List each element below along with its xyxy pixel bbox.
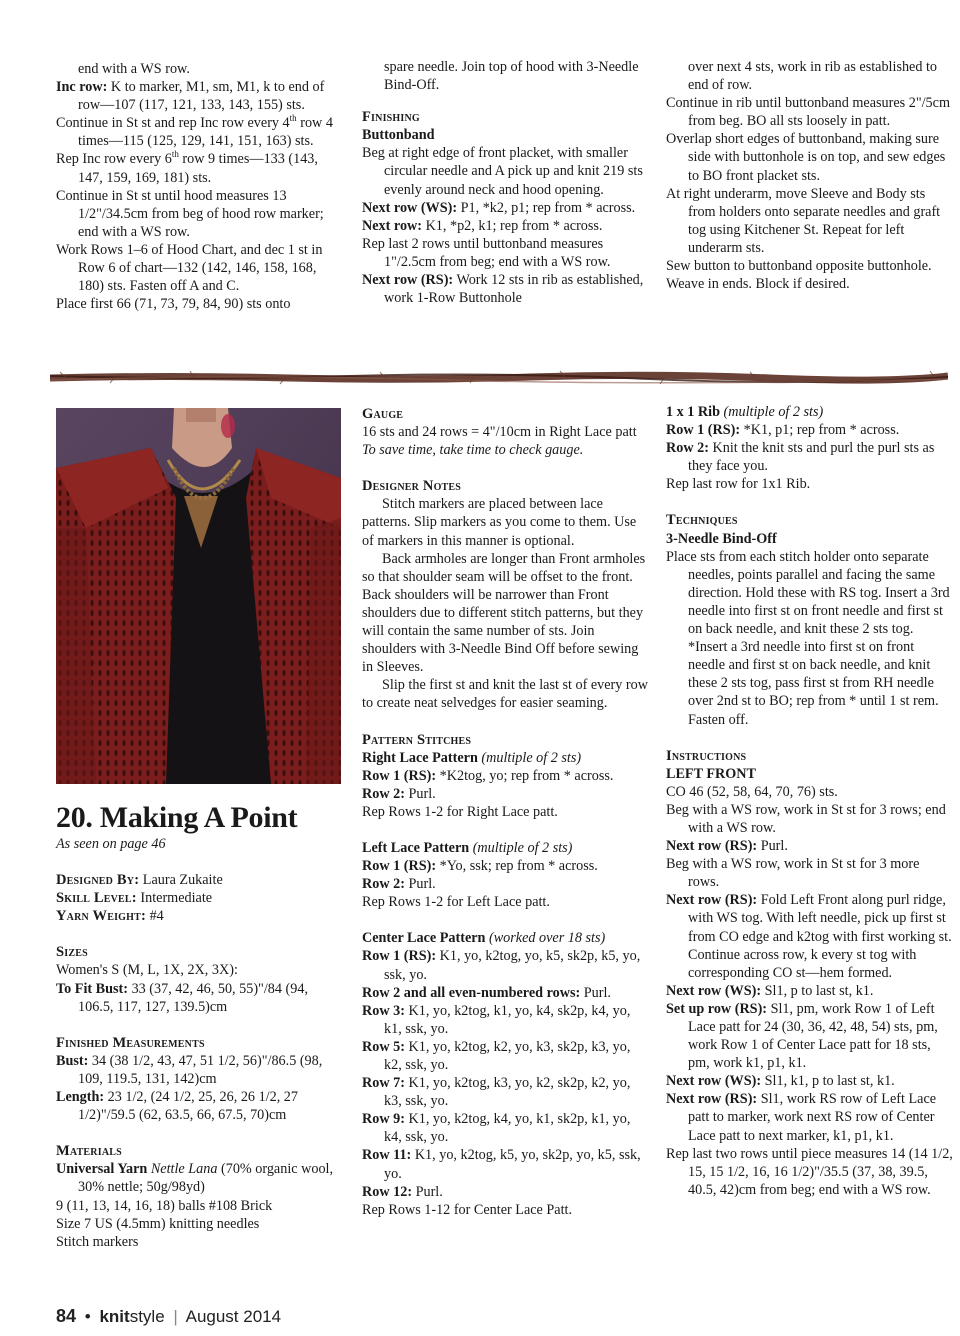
subheading: Center Lace Pattern (worked over 18 sts) xyxy=(362,930,606,947)
section-heading: Finished Measurements xyxy=(56,1034,205,1051)
paragraph: Beg with a WS row, work in St st for 3 rows; end with a WS row. xyxy=(666,801,946,836)
paragraph: Rep Rows 1-12 for Center Lace Patt. xyxy=(362,1201,572,1218)
paragraph: Next row (RS): Sl1, work RS row of Left Lace patt to marker, work next RS row of Center Lace patt to next marker, k1, p1, k1. xyxy=(666,1091,937,1144)
paragraph: Row 1 (RS): *K2tog, yo; rep from * across. xyxy=(362,767,614,784)
garment-photo xyxy=(56,408,341,784)
subheading: Buttonband xyxy=(362,127,435,144)
paragraph: Rep last 2 rows until buttonband measures 1"/2.5cm from beg; end with a WS row. xyxy=(362,235,611,270)
paragraph: Next row (WS): Sl1, p to last st, k1. xyxy=(666,982,874,999)
paragraph: Stitch markers xyxy=(56,1233,139,1250)
paragraph: Rep Inc row every 6th row 9 times—133 (143, 147, 159, 169, 181) sts. xyxy=(56,149,318,186)
paragraph: Women's S (M, L, 1X, 2X, 3X): xyxy=(56,962,238,979)
paragraph: Beg with a WS row, work in St st for 3 more rows. xyxy=(666,856,920,891)
yarn-weight: Yarn Weight: #4 xyxy=(56,908,164,925)
paragraph: Row 1 (RS): *K1, p1; rep from * across. xyxy=(666,422,900,439)
paragraph: Row 2: Purl. xyxy=(362,876,436,893)
paragraph: Rep last two rows until piece measures 14 (14 1/2, 15, 15 1/2, 16, 16 1/2)"/35.5 (37, 38, 39.5, 40.5, 42)cm from beg; end with a WS row. xyxy=(666,1145,953,1198)
top-col-1 xyxy=(56,60,338,313)
paragraph: Sew button to buttonband opposite buttonhole. xyxy=(666,258,932,275)
paragraph: Universal Yarn Nettle Lana (70% organic wool, 30% nettle; 50g/98yd) xyxy=(56,1161,334,1196)
paragraph: Next row (RS): Fold Left Front along purl ridge, with WS tog. With left needle, pick up first st from CO edge and k2tog with first working st. Continue across row, k every st tog with corresponding CO st—hem formed. xyxy=(666,892,952,981)
section-heading: Sizes xyxy=(56,944,88,961)
paragraph: Overlap short edges of buttonband, making sure side with buttonhole is on top, and sew edges to BO front placket sts. xyxy=(666,131,946,184)
section-heading: Finishing xyxy=(362,109,420,126)
paragraph: Row 7: K1, yo, k2tog, k3, yo, k2, sk2p, k2, yo, k3, ssk, yo. xyxy=(362,1075,631,1110)
section-heading: Techniques xyxy=(666,512,738,529)
paragraph: Row 2: Knit the knit sts and purl the purl sts as they face you. xyxy=(666,440,935,475)
paragraph: Row 11: K1, yo, k2tog, k5, yo, sk2p, yo, k5, ssk, yo. xyxy=(362,1147,641,1182)
paragraph: Inc row: K to marker, M1, sm, M1, k to end of row—107 (117, 121, 133, 143, 155) sts. xyxy=(56,79,325,114)
brand-logo: knitstyle xyxy=(99,1307,165,1326)
section-heading: Gauge xyxy=(362,406,404,422)
paragraph: Weave in ends. Block if desired. xyxy=(666,276,850,293)
paragraph: Beg at right edge of front placket, with smaller circular needle and A pick up and knit 219 sts evenly around neck and hood opening. xyxy=(362,145,643,198)
paragraph: Continue in St st and rep Inc row every 4th row 4 times—115 (125, 129, 141, 151, 163) sts. xyxy=(56,113,333,150)
bullet: • xyxy=(84,1307,91,1326)
paragraph: Next row (RS): Work 12 sts in rib as established, work 1-Row Buttonhole xyxy=(362,272,644,307)
paragraph: At right underarm, move Sleeve and Body sts from holders onto separate needles and graft tog using Kitchener St. Repeat for left underarm sts. xyxy=(666,185,941,256)
paragraph: spare needle. Join top of hood with 3-Needle Bind-Off. xyxy=(384,59,639,94)
subheading: Left Lace Pattern (multiple of 2 sts) xyxy=(362,839,573,856)
page-number: 84 xyxy=(56,1306,77,1326)
paragraph: Rep last row for 1x1 Rib. xyxy=(666,476,811,493)
right-col xyxy=(666,403,954,1199)
paragraph: Set up row (RS): Sl1, pm, work Row 1 of Left Lace patt for 24 (30, 36, 42, 48, 54) sts, pm, work Row 1 of Center Lace patt for 18 sts, pm, work k1, p1, k1. xyxy=(666,1000,938,1072)
text-line: end with a WS row. xyxy=(78,61,190,77)
issue-date: August 2014 xyxy=(185,1307,282,1326)
section-heading: Materials xyxy=(56,1143,122,1160)
separator: | xyxy=(173,1307,178,1326)
paragraph: Next row (WS): Sl1, k1, p to last st, k1. xyxy=(666,1073,895,1090)
subheading: LEFT FRONT xyxy=(666,765,757,782)
paragraph: Row 5: K1, yo, k2tog, k2, yo, k3, sk2p, k3, yo, k2, ssk, yo. xyxy=(362,1038,631,1073)
paragraph: Bust: 34 (38 1/2, 43, 47, 51 1/2, 56)"/86.5 (98, 109, 119.5, 131, 142)cm xyxy=(56,1052,323,1087)
paragraph: over next 4 sts, work in rib as established to end of row. xyxy=(688,59,938,94)
paragraph: Next row (WS): P1, *k2, p1; rep from * across. xyxy=(362,199,636,216)
paragraph: Row 2 and all even-numbered rows: Purl. xyxy=(362,984,611,1001)
paragraph: Back armholes are longer than Front armholes so that shoulder seam will be offset to the front. Back shoulders will be narrower than Front shoulders due to different stitch patterns, but they will contain the same number of sts. Join shoulders with 3-Needle Bind Off before sewing in Sleeves. xyxy=(362,550,646,676)
page-footer xyxy=(56,1306,281,1327)
paragraph: Row 2: Purl. xyxy=(362,785,436,802)
paragraph: Rep Rows 1-2 for Left Lace patt. xyxy=(362,894,550,911)
designer: Designed By: Laura Zukaite xyxy=(56,872,223,889)
section-heading: Pattern Stitches xyxy=(362,731,472,748)
paragraph: 16 sts and 24 rows = 4"/10cm in Right Lace patt xyxy=(362,424,637,441)
paragraph: Row 3: K1, yo, k2tog, k1, yo, k4, sk2p, k4, yo, k1, ssk, yo. xyxy=(362,1002,631,1037)
skill-level: Skill Level: Intermediate xyxy=(56,890,213,907)
paragraph: Continue in rib until buttonband measures 2"/5cm from beg. BO all sts loosely in patt. xyxy=(666,95,950,130)
paragraph: Next row: K1, *p2, k1; rep from * across. xyxy=(362,217,603,234)
paragraph: Row 9: K1, yo, k2tog, k4, yo, k1, sk2p, k1, yo, k4, ssk, yo. xyxy=(362,1111,631,1146)
paragraph: Continue in St st until hood measures 13 1/2"/34.5cm from beg of hood row marker; end with a WS row. xyxy=(56,187,324,240)
pattern-title: 20. Making A Point xyxy=(56,801,298,834)
subheading: 1 x 1 Rib (multiple of 2 sts) xyxy=(666,404,824,420)
paragraph: Row 1 (RS): *Yo, ssk; rep from * across. xyxy=(362,858,598,875)
paragraph: To save time, take time to check gauge. xyxy=(362,442,584,459)
top-col-2 xyxy=(362,58,644,307)
paragraph: Next row (RS): Purl. xyxy=(666,838,788,855)
middle-col xyxy=(362,405,650,1219)
section-heading: Designer Notes xyxy=(362,478,462,495)
paragraph: Place first 66 (71, 73, 79, 84, 90) sts onto xyxy=(56,296,291,313)
paragraph: CO 46 (52, 58, 64, 70, 76) sts. xyxy=(666,783,838,800)
section-heading: Instructions xyxy=(666,747,747,764)
paragraph: Stitch markers are placed between lace patterns. Slip markers as you come to them. Use of markers in this manner is optional. xyxy=(362,496,637,549)
paragraph: Row 12: Purl. xyxy=(362,1183,443,1200)
subheading: Right Lace Pattern (multiple of 2 sts) xyxy=(362,749,582,766)
pattern-info xyxy=(56,835,346,1251)
paragraph: Slip the first st and knit the last st of every row to create neat selvedges for easier seaming. xyxy=(362,677,648,712)
subheading: 3-Needle Bind-Off xyxy=(666,530,777,547)
paragraph: Row 1 (RS): K1, yo, k2tog, yo, k5, sk2p, k5, yo, ssk, yo. xyxy=(362,948,641,983)
paragraph: Work Rows 1–6 of Hood Chart, and dec 1 st in Row 6 of chart—132 (142, 146, 158, 168, 180) sts. Fasten off A and C. xyxy=(56,241,323,295)
paragraph: 9 (11, 13, 14, 16, 18) balls #108 Brick xyxy=(56,1197,273,1214)
paragraph: Length: 23 1/2, (24 1/2, 25, 26, 26 1/2, 27 1/2)"/59.5 (62, 63.5, 66, 67.5, 70)cm xyxy=(56,1089,298,1124)
top-col-3 xyxy=(666,58,950,293)
paragraph: To Fit Bust: 33 (37, 42, 46, 50, 55)"/84 (94, 106.5, 117, 127, 139.5)cm xyxy=(56,980,308,1015)
yarn-divider xyxy=(50,368,948,386)
paragraph: Size 7 US (4.5mm) knitting needles xyxy=(56,1215,260,1232)
paragraph: Place sts from each stitch holder onto separate needles, points parallel and facing the same direction. Hold these with RS tog. Insert a 3rd needle into first st on front needle and first st on back needle, and knit these 2 sts tog. *Insert a 3rd needle into first st on front needle and first st on back needle, and knit these 2 sts tog, pass first st from RH needle over 2nd st to BO; rep from * until 1 st rem. Fasten off. xyxy=(666,548,950,728)
paragraph: Rep Rows 1-2 for Right Lace patt. xyxy=(362,803,558,820)
pattern-subtitle: As seen on page 46 xyxy=(56,836,166,852)
